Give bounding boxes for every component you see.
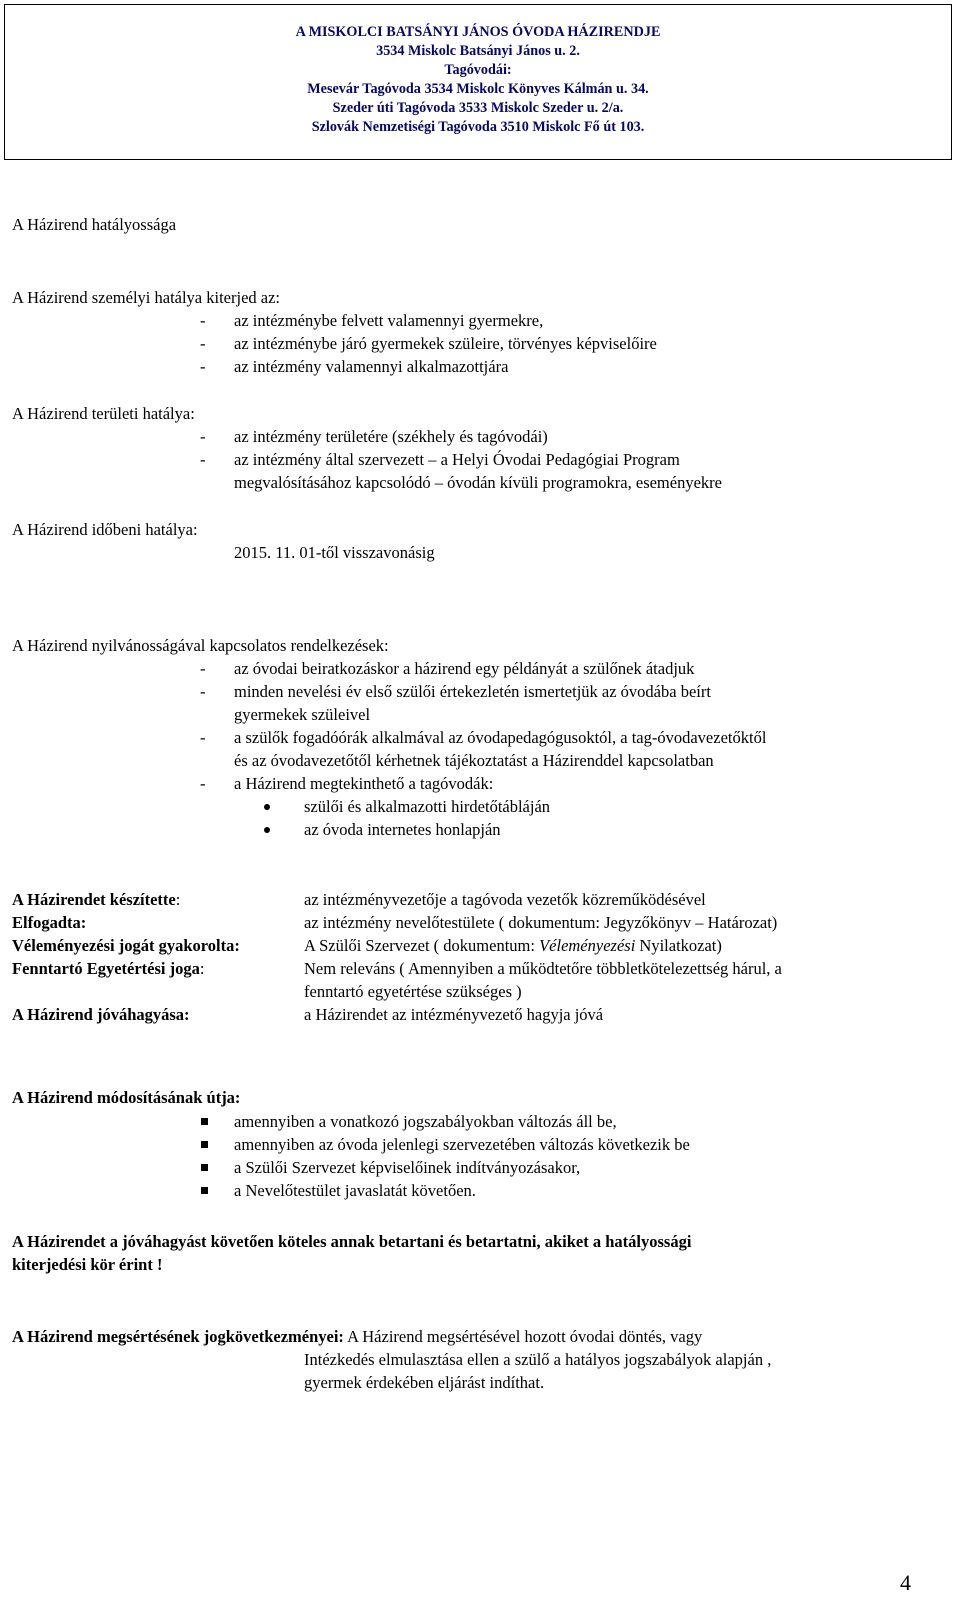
- header-line: Szlovák Nemzetiségi Tagóvoda 3510 Miskolc Fő út 103.: [311, 119, 645, 135]
- personal-scope-heading: A Házirend személyi hatálya kiterjed az:: [12, 288, 281, 307]
- approval-label-prepared: A Házirendet készítette:: [12, 890, 181, 909]
- temporal-scope-heading: A Házirend időbeni hatálya:: [12, 520, 198, 539]
- page-number: 4: [900, 1570, 911, 1595]
- obligation-line: kiterjedési kör érint !: [12, 1255, 163, 1274]
- bullet-dot-icon: [264, 827, 270, 833]
- section-title: A Házirend hatályossága: [12, 215, 177, 234]
- consequences-paragraph: A Házirend megsértésének jogkövetkezményei: A Házirend megsértésével hozott óvodai döntés, vagy: [12, 1327, 703, 1346]
- square-bullet-icon: [201, 1141, 208, 1148]
- approval-label-approval: A Házirend jóváhagyása:: [12, 1005, 190, 1024]
- document-header-box: [4, 4, 952, 160]
- header-line: Mesevár Tagóvoda 3534 Miskolc Könyves Kálmán u. 34.: [307, 81, 649, 97]
- header-line: Tagóvodái:: [444, 62, 512, 78]
- bullet-dot-icon: [264, 804, 270, 810]
- approval-value-approval: a Házirendet az intézményvezető hagyja jóvá: [304, 1005, 604, 1024]
- approval-value-accepted: az intézmény nevelőtestülete ( dokumentum: Jegyzőkönyv – Határozat): [304, 913, 778, 932]
- header-line: Szeder úti Tagóvoda 3533 Miskolc Szeder u. 2/a.: [332, 100, 624, 116]
- approval-value-maintainer: Nem releváns ( Amennyiben a működtetőre többletkötelezettség hárul, a: [304, 959, 782, 978]
- approval-label-accepted: Elfogadta:: [12, 913, 87, 932]
- approval-label-opinion: Véleményezési jogát gyakorolta:: [12, 936, 240, 955]
- approval-value-maintainer-cont: fenntartó egyetértése szükséges ): [304, 982, 522, 1001]
- square-bullet-icon: [201, 1187, 208, 1194]
- consequences-line: Intézkedés elmulasztása ellen a szülő a hatályos jogszabályok alapján ,: [304, 1350, 772, 1369]
- header-line: A MISKOLCI BATSÁNYI JÁNOS ÓVODA HÁZIRENDJE: [295, 24, 661, 40]
- approval-value-prepared: az intézményvezetője a tagóvoda vezetők közreműködésével: [304, 890, 706, 909]
- square-bullet-icon: [201, 1118, 208, 1125]
- square-bullet-icon: [201, 1164, 208, 1171]
- territorial-scope-heading: A Házirend területi hatálya:: [12, 404, 195, 423]
- approval-label-maintainer: Fenntartó Egyetértési joga:: [12, 959, 205, 978]
- modification-heading: A Házirend módosításának útja:: [12, 1088, 241, 1107]
- publicity-heading: A Házirend nyilvánosságával kapcsolatos rendelkezések:: [12, 636, 389, 655]
- temporal-scope-value: 2015. 11. 01-től visszavonásig: [234, 543, 435, 562]
- obligation-line: A Házirendet a jóváhagyást követően köteles annak betartani és betartatni, akiket a hatályossági: [12, 1232, 692, 1251]
- approval-value-opinion: A Szülői Szervezet ( dokumentum: Véleményezési Nyilatkozat): [304, 936, 722, 955]
- consequences-line: gyermek érdekében eljárást indíthat.: [304, 1373, 545, 1392]
- header-line: 3534 Miskolc Batsányi János u. 2.: [376, 43, 580, 59]
